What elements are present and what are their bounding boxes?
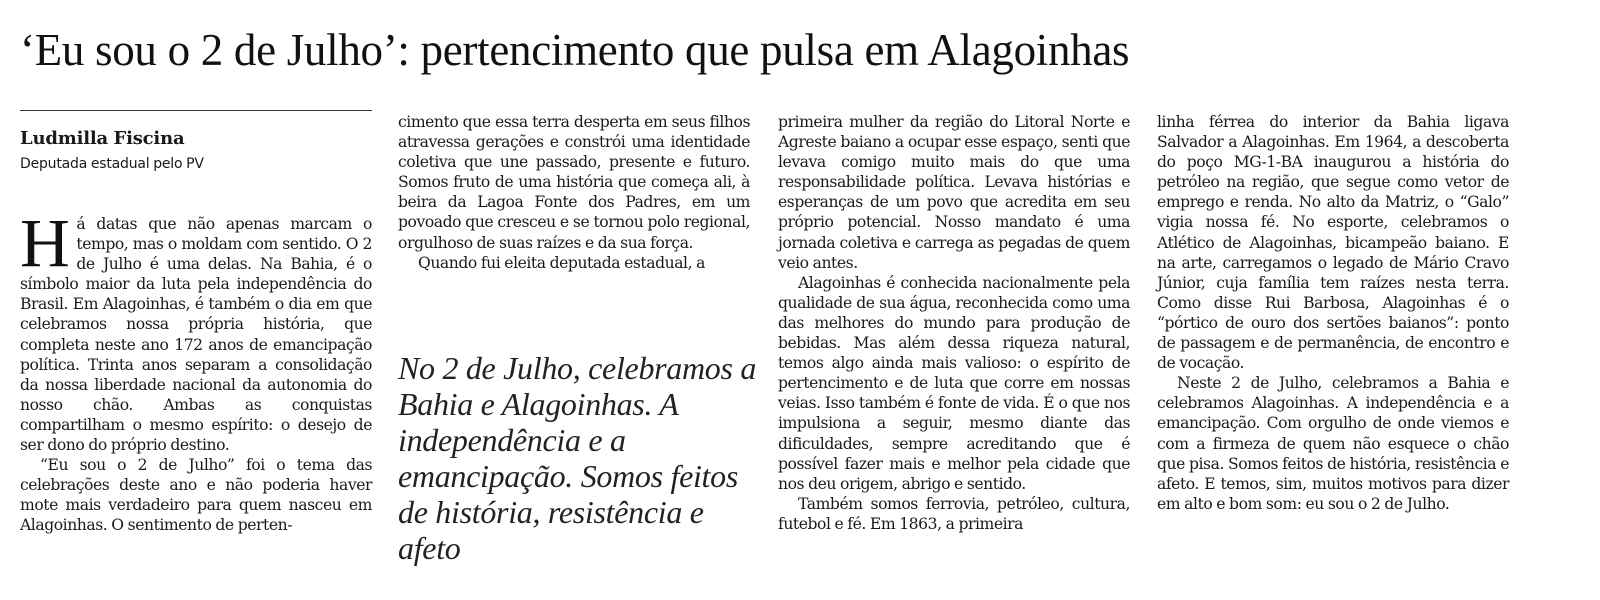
article-column-4 [1157,112,1509,514]
article-paragraph: primeira mulher da região do Litoral Norte e Agreste baiano a ocupar esse espaço, senti que levava comigo muito mais do que uma responsabilidade política. Levava histórias e esperanças de um povo que acredita em seu próprio potencial. Nosso mandato é uma jornada coletiva e carrega as pegadas de quem veio antes. [778,113,1130,272]
article-column-2 [398,112,750,273]
pull-quote: No 2 de Julho, celebramos a Bahia e Alagoinhas. A independência e a emancipação. Somos feitos de história, resistência e afeto [398,350,757,566]
byline-divider [20,110,372,111]
article-paragraph [20,205,372,455]
article-column-1 [20,110,372,536]
article-paragraph: Também somos ferrovia, petróleo, cultura, futebol e fé. Em 1863, a primeira [778,494,1130,533]
headline: ‘Eu sou o 2 de Julho’: pertencimento que pulsa em Alagoinhas [20,25,1130,75]
author-name: Ludmilla Fiscina [20,128,185,149]
article-paragraph: linha férrea do interior da Bahia ligava Salvador a Alagoinhas. Em 1964, a descoberta do poço MG-1-BA inaugurou a história do petróleo na região, que segue como vetor de emprego e renda. No alto da Matriz, o “Galo” vigia nossa fé. No esporte, celebramos o Atlético de Alagoinhas, bicampeão baiano. E na arte, carregamos o legado de Mário Cravo Júnior, cuja família tem raízes nesta terra. Como disse Rui Barbosa, Alagoinhas é o “pórtico de ouro dos sertões baianos”: ponto de passagem e de permanência, de encontro e de vocação. [1157,113,1509,373]
author-role: Deputada estadual pelo PV [20,156,204,172]
paragraph-text: á datas que não apenas marcam o tempo, mas o moldam com sentido. O 2 de Julho é uma delas. Na Bahia, é o símbolo maior da luta pela independência do Brasil. Em Alagoinhas, é também o dia em que celebramos nossa própria história, que completa neste ano 172 anos de emancipação política. Trinta anos separam a consolidação da nossa liberdade nacional da autonomia do nosso chão. Ambas as conquistas compartilham o mesmo espírito: o desejo de ser dono do próprio destino. [20,215,372,455]
article-paragraph: Alagoinhas é conhecida nacionalmente pela qualidade de sua água, reconhecida como uma das melhores do mundo para produção de bebidas. Mas além dessa riqueza natural, temos algo ainda mais valioso: o espírito de pertencimento e de luta que corre em nossas veias. Isso também é fonte de vida. É o que nos impulsiona a seguir, mesmo diante das dificuldades, sempre acreditando que é possível fazer mais e melhor pela cidade que nos deu origem, abrigo e sentido. [778,273,1130,493]
article-paragraph: cimento que essa terra desperta em seus filhos atravessa gerações e constrói uma identidade coletiva que une passado, presente e futuro. Somos fruto de uma história que começa ali, à beira da Lagoa Fonte dos Padres, em um povoado que cresceu e se tornou polo regional, orgulhoso de suas raízes e da sua força. [398,113,750,252]
drop-cap: H [20,205,70,281]
article-paragraph: Quando fui eleita deputada estadual, a [418,253,705,272]
article-paragraph: Neste 2 de Julho, celebramos a Bahia e celebramos Alagoinhas. A independência e a emancipação. Com orgulho de onde viemos e com a firmeza de quem não esquece o chão que pisa. Somos feitos de história, resistência e afeto. E temos, sim, muitos motivos para dizer em alto e bom som: eu sou o 2 de Julho. [1157,374,1509,513]
article-paragraph: “Eu sou o 2 de Julho” foi o tema das celebrações deste ano e não poderia haver mote mais verdadeiro para quem nasceu em Alagoinhas. O sentimento de perten- [20,456,372,535]
article-column-3 [778,112,1130,534]
